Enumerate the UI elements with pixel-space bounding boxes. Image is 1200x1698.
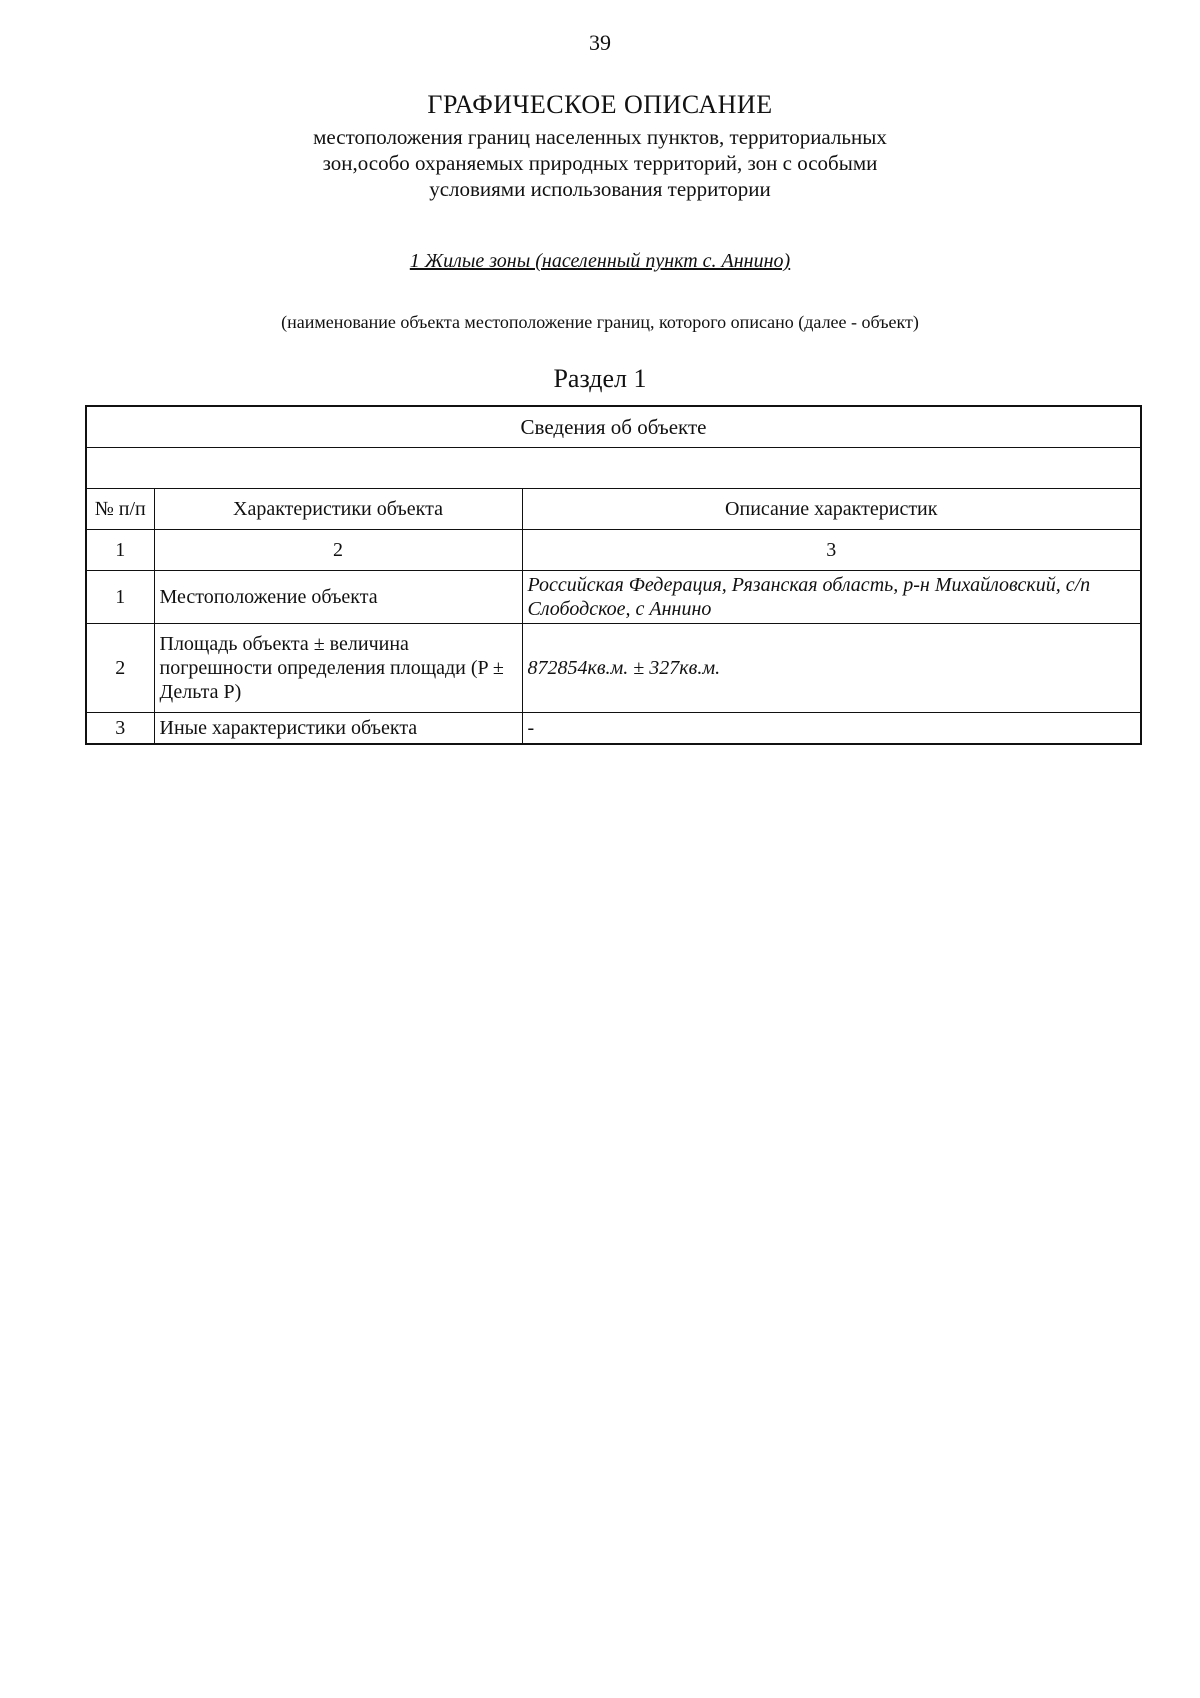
row-characteristic: Площадь объекта ± величина погрешности определения площади (P ± Дельта P): [154, 624, 522, 713]
row-description: -: [522, 713, 1141, 745]
table-header-row: [86, 406, 1141, 448]
column-header-characteristic: Характеристики объекта: [154, 489, 522, 530]
column-number-2: 2: [154, 530, 522, 571]
column-header-row: [86, 489, 1141, 530]
column-header-num: № п/п: [86, 489, 154, 530]
column-header-description: Описание характеристик: [522, 489, 1141, 530]
object-caption: (наименование объекта местоположение границ, которого описано (далее - объект): [281, 312, 919, 332]
section-title: Раздел 1: [553, 364, 647, 393]
column-number-1: 1: [86, 530, 154, 571]
document-title: ГРАФИЧЕСКОЕ ОПИСАНИЕ: [427, 90, 773, 119]
page-number: 39: [589, 30, 611, 55]
document-subtitle: местоположения границ населенных пунктов, территориальных зон,особо охраняемых природных территорий, зон с особыми условиями использования территории: [313, 125, 887, 201]
table-row: [86, 624, 1141, 713]
object-info-table: [85, 405, 1142, 745]
row-description: 872854кв.м. ± 327кв.м.: [522, 624, 1141, 713]
table-header: Сведения об объекте: [86, 406, 1141, 448]
row-characteristic: Местоположение объекта: [154, 571, 522, 624]
table-row: [86, 713, 1141, 745]
row-number: 2: [86, 624, 154, 713]
object-name: [0, 250, 1200, 273]
row-characteristic: Иные характеристики объекта: [154, 713, 522, 745]
table-empty-row: [86, 448, 1141, 489]
column-number-3: 3: [522, 530, 1141, 571]
row-description: Российская Федерация, Рязанская область, р-н Михайловский, с/п Слободское, с Аннино: [522, 571, 1141, 624]
row-number: 1: [86, 571, 154, 624]
column-number-row: [86, 530, 1141, 571]
object-name-text: 1 Жилые зоны (населенный пункт с. Аннино): [409, 250, 791, 272]
empty-cell: [86, 448, 1141, 489]
row-number: 3: [86, 713, 154, 745]
table-row: [86, 571, 1141, 624]
